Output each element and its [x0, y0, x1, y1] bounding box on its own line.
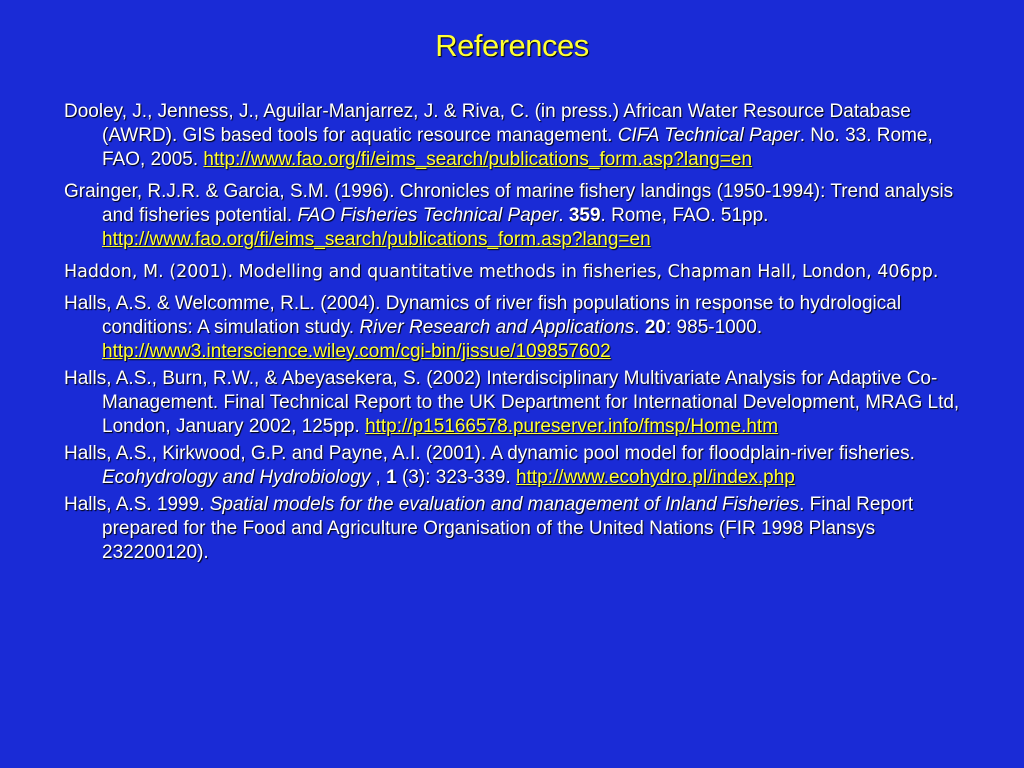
- reference-text: Halls, A.S. & Welcomme, R.L. (2004). Dynamics of river fish populations in response to hydrological conditions: A simulation study.: [64, 293, 902, 338]
- reference-item: [64, 100, 974, 172]
- reference-journal: FAO Fisheries Technical Paper: [297, 205, 559, 226]
- reference-list: [64, 100, 974, 573]
- reference-link[interactable]: http://www.fao.org/fi/eims_search/publications_form.asp?lang=en: [102, 229, 651, 250]
- reference-link[interactable]: http://www.ecohydro.pl/index.php: [516, 467, 795, 488]
- reference-item: [64, 367, 974, 439]
- reference-text: Halls, A.S. 1999.: [64, 494, 210, 515]
- reference-item: [64, 292, 974, 364]
- reference-text: (3): 323-339.: [396, 467, 517, 488]
- reference-item: [64, 493, 974, 565]
- reference-text: : 985-1000.: [666, 317, 763, 338]
- reference-item: [64, 180, 974, 252]
- reference-text: . No. 33. Rome, FAO, 2005.: [102, 125, 933, 170]
- reference-text: . Final Report prepared for the Food and Agriculture Organisation of the United Nations (FIR 1998 Plansys 232200120).: [102, 494, 914, 563]
- reference-text: .: [634, 317, 645, 338]
- reference-link[interactable]: http://www.fao.org/fi/eims_search/publications_form.asp?lang=en: [203, 149, 753, 170]
- reference-text: ,: [370, 467, 387, 488]
- reference-text: Halls, A.S., Burn, R.W., & Abeyasekera, S. (2002) Interdisciplinary Multivariate Analysis for Adaptive Co-Management. Final Technical Report to the UK Department for International Development, MRAG Ltd, London, January 2002, 125pp.: [64, 368, 960, 437]
- reference-journal: Spatial models for the evaluation and management of Inland Fisheries: [209, 494, 800, 515]
- reference-text: Haddon, M. (2001). Modelling and quantitative methods in fisheries, Chapman Hall, London, 406pp.: [64, 262, 939, 282]
- reference-item: [64, 442, 974, 490]
- reference-text: Halls, A.S., Kirkwood, G.P. and Payne, A.I. (2001). A dynamic pool model for floodplain-river fisheries.: [64, 443, 915, 464]
- reference-item: [64, 260, 974, 284]
- reference-journal: Ecohydrology and Hydrobiology: [102, 467, 371, 488]
- reference-text: .: [558, 205, 569, 226]
- reference-volume: 359: [568, 205, 601, 226]
- reference-text: . Rome, FAO. 51pp.: [600, 205, 769, 226]
- reference-volume: 1: [386, 467, 397, 488]
- reference-volume: 20: [644, 317, 666, 338]
- slide-title: References: [435, 28, 589, 63]
- reference-text: Dooley, J., Jenness, J., Aguilar-Manjarrez, J. & Riva, C. (in press.) African Water Resource Database (AWRD). GIS based tools for aquatic resource management.: [64, 101, 911, 146]
- reference-journal: CIFA Technical Paper: [617, 125, 800, 146]
- reference-link[interactable]: http://www3.interscience.wiley.com/cgi-bin/jissue/109857602: [102, 341, 611, 362]
- reference-text: Grainger, R.J.R. & Garcia, S.M. (1996). Chronicles of marine fishery landings (1950-1994): Trend analysis and fisheries potential.: [64, 181, 954, 226]
- reference-journal: River Research and Applications: [359, 317, 635, 338]
- reference-link[interactable]: http://p15166578.pureserver.info/fmsp/Home.htm: [365, 416, 779, 437]
